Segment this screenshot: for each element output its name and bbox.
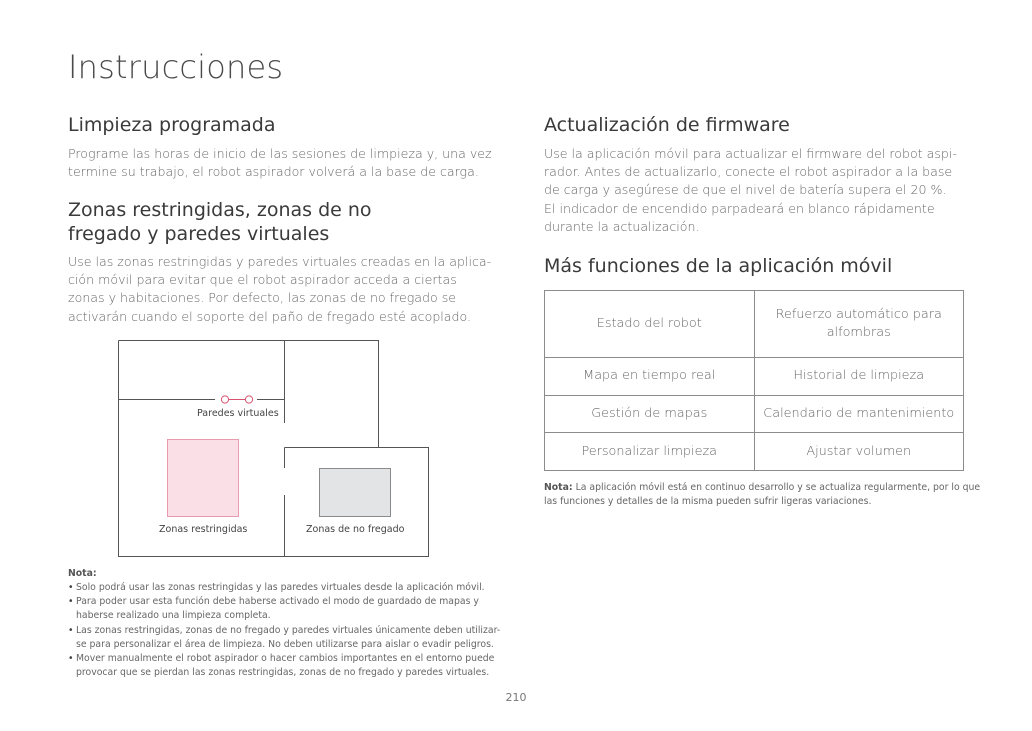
table-cell: Calendario de mantenimiento [754, 395, 964, 433]
text-line: termine su trabajo, el robot aspirador volverá a la base de carga. [68, 164, 479, 180]
text-line: El indicador de encendido parpadeará en blanco rápidamente [544, 200, 935, 216]
text-line: rador. Antes de actualizarlo, conecte el robot aspirador a la base [544, 164, 953, 180]
table-cell: Mapa en tiempo real [545, 358, 755, 396]
text-line: de carga y asegúrese de que el nivel de batería supera el 20 %. [544, 182, 947, 198]
table-cell: Gestión de mapas [545, 395, 755, 433]
table-cell: Personalizar limpieza [545, 433, 755, 471]
text-line: Use la aplicación móvil para actualizar el firmware del robot aspi- [544, 146, 957, 161]
text-line: Use las zonas restringidas y paredes virtuales creadas en la aplica- [68, 254, 492, 269]
text-line: zonas y habitaciones. Por defecto, las zonas de no fregado se [68, 290, 457, 306]
note-line: las funciones y detalles de la misma pueden sufrir ligeras variaciones. [544, 496, 872, 508]
note-label: Nota: [544, 482, 573, 493]
note-line: • Solo podrá usar las zonas restringidas y las paredes virtuales desde la aplicación móvil. [76, 582, 485, 593]
left-note-label [68, 567, 97, 581]
note-label: Nota: [68, 568, 97, 579]
app-functions-table [544, 290, 964, 471]
note-line: haberse realizado una limpieza completa. [76, 610, 271, 622]
left-note-list [68, 581, 508, 680]
right-note [544, 481, 981, 509]
virtual-wall-marker [245, 396, 252, 403]
table-row [545, 395, 964, 433]
table-cell: Historial de limpieza [754, 358, 964, 396]
table-row [545, 291, 964, 358]
note-line: • Para poder usar esta función debe haberse activado el modo de guardado de mapas y [76, 596, 479, 608]
table-row [545, 358, 964, 396]
page-title: Instrucciones [68, 48, 284, 86]
text-line: ción móvil para evitar que el robot aspirador acceda a ciertas [68, 272, 457, 288]
firmware-text [544, 145, 957, 236]
page-number: 210 [505, 691, 527, 704]
note-line: La aplicación móvil está en continuo desarrollo y se actualiza regularmente, por lo que [572, 482, 981, 493]
restricted-zones-label: Zonas restringidas [159, 524, 248, 535]
table-row [545, 433, 964, 471]
virtual-wall [221, 396, 252, 403]
virtual-wall-marker [221, 396, 228, 403]
no-mop-zones-label: Zonas de no fregado [306, 524, 405, 535]
scheduled-cleaning-text [68, 145, 492, 181]
zones-text [68, 253, 491, 326]
text-line: activarán cuando el soporte del paño de fregado esté acoplado. [68, 308, 472, 324]
heading-line: fregado y paredes virtuales [68, 223, 330, 245]
virtual-walls-label: Paredes virtuales [197, 408, 279, 419]
text-line: Programe las horas de inicio de las sesiones de limpieza y, una vez [68, 146, 492, 161]
table-cell: Estado del robot [545, 291, 755, 358]
note-line: • Mover manualmente el robot aspirador o hacer cambios importantes en el entorno puede [76, 653, 495, 665]
no-mop-zone [320, 469, 391, 517]
scheduled-cleaning-heading: Limpieza programada [68, 114, 276, 136]
note-line: • Las zonas restringidas, zonas de no fregado y paredes virtuales únicamente deben utilizar- [76, 624, 501, 636]
floor-plan-diagram [118, 340, 430, 558]
table-cell: Refuerzo automático para alfombras [754, 291, 964, 358]
note-line: provocar que se pierdan las zonas restringidas, zonas de no fregado y paredes virtuales. [76, 667, 490, 679]
heading-line: Zonas restringidas, zonas de no [68, 199, 372, 221]
note-item [68, 652, 508, 680]
zones-heading [68, 198, 372, 246]
table-cell: Ajustar volumen [754, 433, 964, 471]
note-item [68, 624, 508, 652]
note-line: se para personalizar el área de limpieza. No deben utilizarse para aislar o evadir peligros. [76, 638, 494, 650]
firmware-heading: Actualización de firmware [544, 114, 790, 136]
text-line: durante la actualización. [544, 218, 700, 234]
note-item [68, 595, 508, 623]
more-functions-heading: Más funciones de la aplicación móvil [544, 255, 893, 277]
restricted-zone [168, 440, 239, 517]
note-item [68, 581, 508, 595]
